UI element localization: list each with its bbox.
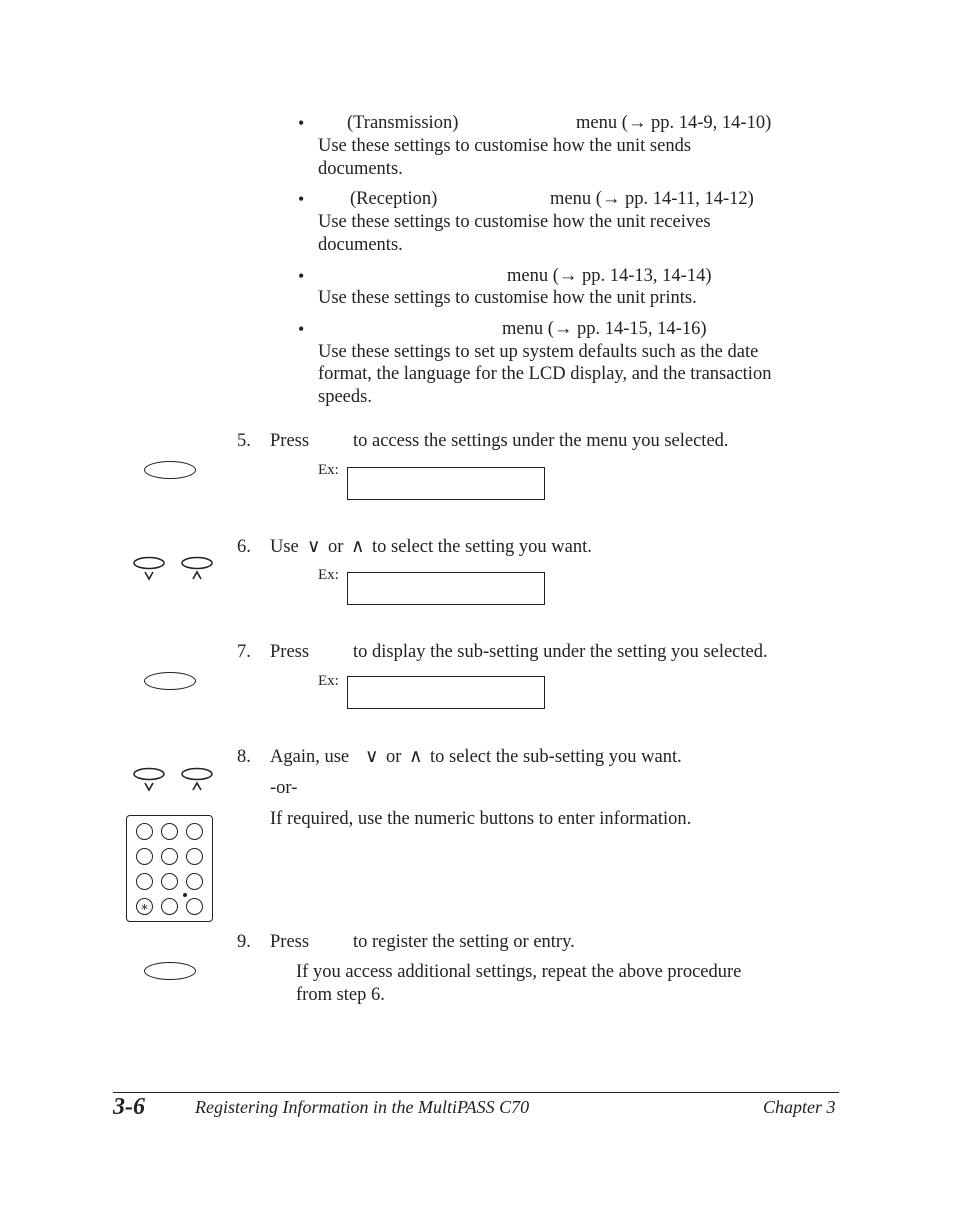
bullet-marker: • <box>298 113 305 133</box>
step-text: to register the setting or entry. <box>353 932 575 952</box>
up-arrow-icon: ∧ <box>351 537 365 557</box>
keypad-button-icon <box>186 848 203 865</box>
up-arrow-key-icon <box>180 556 214 582</box>
step-text: to display the sub-setting under the setting you selected. <box>353 642 768 662</box>
step-verb: Press <box>270 642 310 662</box>
footer-chapter: Chapter 3 <box>763 1097 836 1117</box>
step-number: 7. <box>237 642 251 662</box>
bullet-desc: Use these settings to customise how the unit prints. <box>318 288 697 308</box>
keypad-button-icon <box>161 898 178 915</box>
keypad-star-icon: ∗ <box>136 898 153 915</box>
bullet-menu-ref: menu (→ pp. 14-11, 14-12) <box>550 189 754 209</box>
keypad-button-icon <box>136 848 153 865</box>
step-text: to select the setting you want. <box>372 537 592 557</box>
keypad-button-icon <box>136 873 153 890</box>
set-key-icon <box>144 962 196 980</box>
keypad-button-icon <box>161 848 178 865</box>
step-text: to access the settings under the menu you selected. <box>353 431 729 451</box>
bullet-marker: • <box>298 266 305 286</box>
example-label: Ex: <box>318 462 339 478</box>
step-number: 5. <box>237 431 251 451</box>
bullet-desc: Use these settings to customise how the unit sends <box>318 136 692 156</box>
example-label: Ex: <box>318 673 339 689</box>
page-number: 3-6 <box>113 1094 145 1120</box>
or-text: or <box>386 747 402 767</box>
or-separator: -or- <box>270 778 298 798</box>
keypad-button-icon <box>186 898 203 915</box>
or-text: or <box>328 537 344 557</box>
keypad-button-icon <box>136 823 153 840</box>
numeric-keypad-icon <box>126 815 213 922</box>
set-key-icon <box>144 461 196 479</box>
step-verb: Again, use <box>270 747 350 767</box>
step-verb: Press <box>270 932 310 952</box>
down-arrow-key-icon <box>132 556 166 582</box>
example-label: Ex: <box>318 567 339 583</box>
step-text: If required, use the numeric buttons to enter information. <box>270 809 692 829</box>
lcd-display-example <box>347 676 545 709</box>
keypad-button-icon <box>186 873 203 890</box>
bullet-desc: format, the language for the LCD display, and the transaction <box>318 364 772 384</box>
down-arrow-icon: ∨ <box>365 747 379 767</box>
step-number: 6. <box>237 537 251 557</box>
down-arrow-key-icon <box>132 767 166 793</box>
bullet-menu-ref: menu (→ pp. 14-9, 14-10) <box>576 113 772 133</box>
bullet-label: (Transmission) <box>347 113 459 133</box>
step-note: If you access additional settings, repeat the above procedure <box>296 962 742 982</box>
bullet-label: (Reception) <box>350 189 438 209</box>
lcd-display-example <box>347 467 545 500</box>
step-verb: Press <box>270 431 310 451</box>
step-number: 9. <box>237 932 251 952</box>
step-verb: Use <box>270 537 299 557</box>
bullet-desc: documents. <box>318 235 403 255</box>
down-arrow-icon: ∨ <box>307 537 321 557</box>
bullet-desc: Use these settings to customise how the unit receives <box>318 212 711 232</box>
up-arrow-icon: ∧ <box>409 747 423 767</box>
keypad-button-icon <box>186 823 203 840</box>
keypad-button-icon <box>161 873 178 890</box>
bullet-menu-ref: menu (→ pp. 14-13, 14-14) <box>507 266 712 286</box>
step-note: from step 6. <box>296 985 385 1005</box>
bullet-desc: speeds. <box>318 387 372 407</box>
bullet-menu-ref: menu (→ pp. 14-15, 14-16) <box>502 319 707 339</box>
bullet-marker: • <box>298 189 305 209</box>
footer-title: Registering Information in the MultiPASS C70 <box>195 1097 530 1117</box>
keypad-button-icon <box>161 823 178 840</box>
bullet-desc: Use these settings to set up system defaults such as the date <box>318 342 759 362</box>
set-key-icon <box>144 672 196 690</box>
step-number: 8. <box>237 747 251 767</box>
keypad-hash-dot-icon <box>183 893 187 897</box>
step-text: to select the sub-setting you want. <box>430 747 682 767</box>
bullet-desc: documents. <box>318 159 403 179</box>
bullet-marker: • <box>298 319 305 339</box>
footer-divider <box>113 1092 839 1093</box>
up-arrow-key-icon <box>180 767 214 793</box>
lcd-display-example <box>347 572 545 605</box>
